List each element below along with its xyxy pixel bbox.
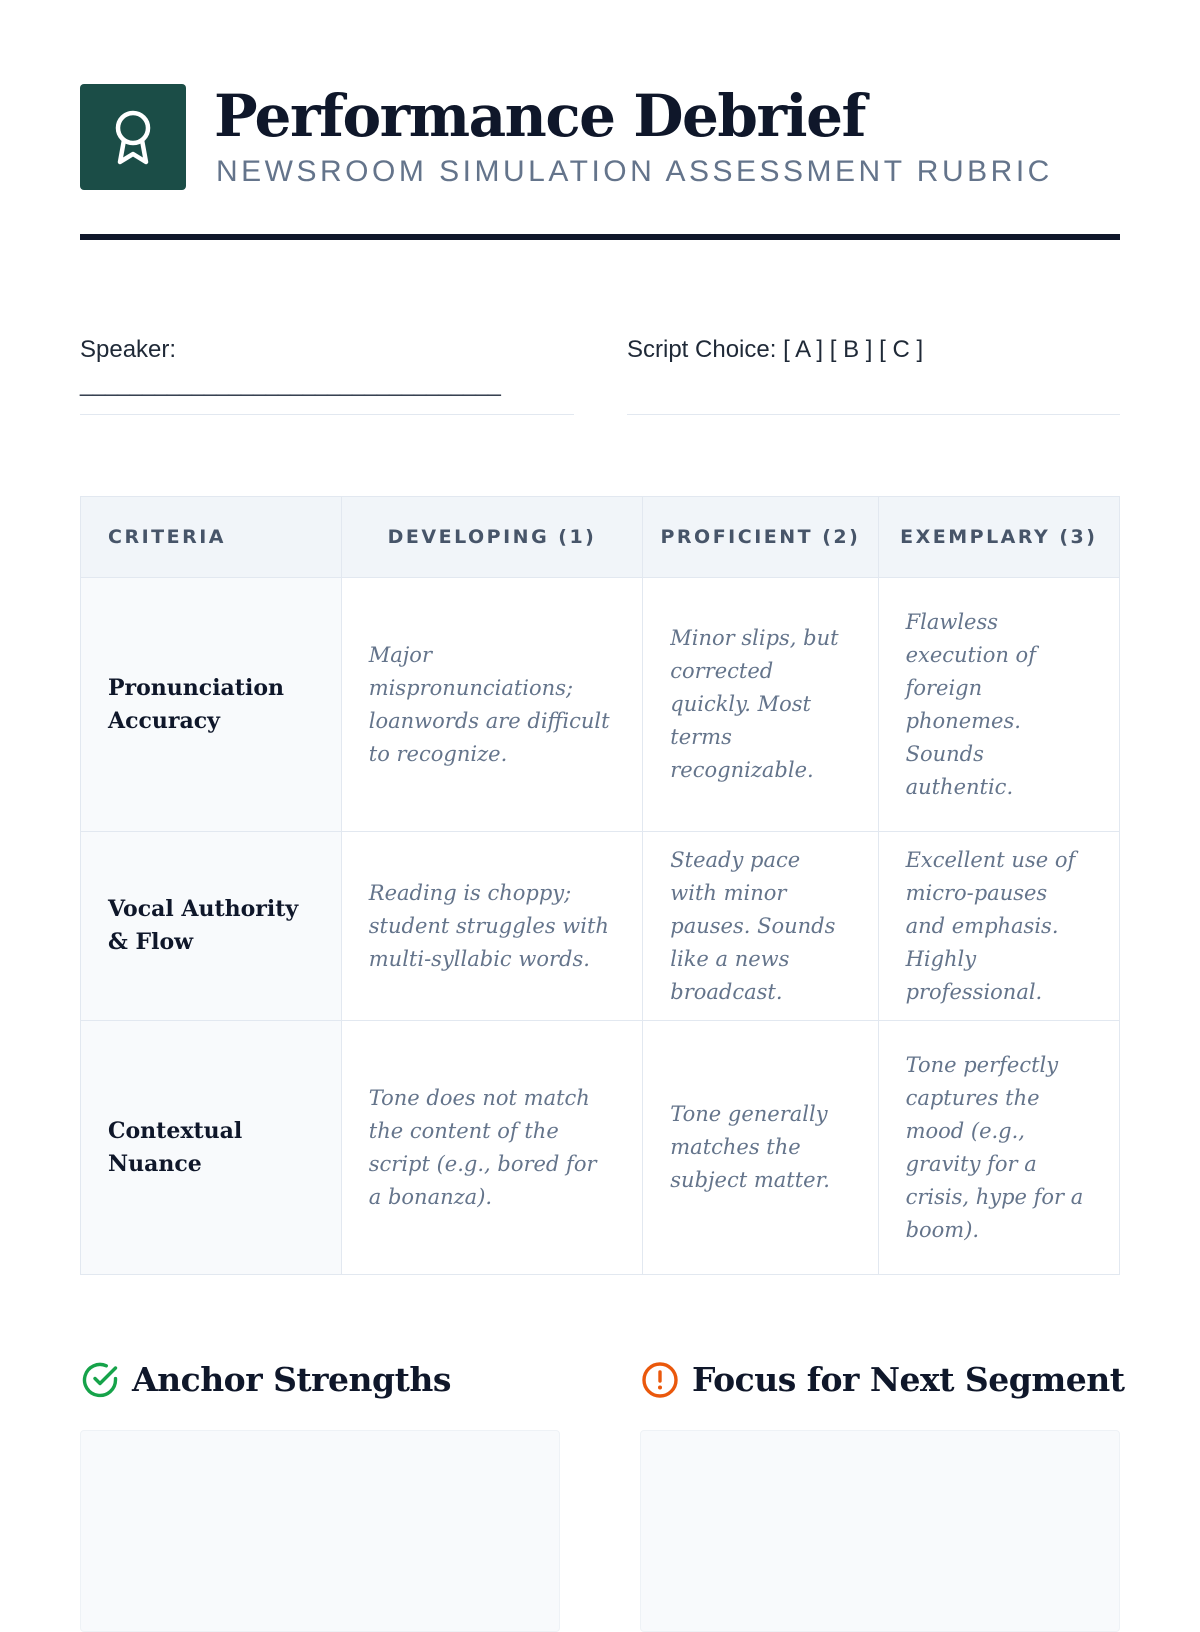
focus-next-segment-heading [640, 1356, 1125, 1404]
anchor-strengths-heading [80, 1356, 560, 1404]
header-exemplary: EXEMPLARY (3) [878, 497, 1119, 578]
script-choice-field[interactable] [627, 330, 1120, 415]
anchor-strengths-section [80, 1356, 560, 1404]
award-ribbon-icon [110, 106, 156, 168]
header-divider [80, 234, 1120, 240]
proficient-cell: Tone generally matches the subject matter. [643, 1021, 878, 1275]
page-header [80, 84, 1120, 190]
rubric-table [80, 496, 1120, 1275]
developing-cell: Tone does not match the content of the script (e.g., bored for a bonanza). [341, 1021, 643, 1275]
proficient-cell: Minor slips, but corrected quickly. Most terms recognizable. [643, 578, 878, 832]
header-proficient: PROFICIENT (2) [643, 497, 878, 578]
speaker-blank-line[interactable]: __________________________________ [80, 370, 500, 397]
focus-next-segment-notes[interactable] [640, 1430, 1120, 1632]
exemplary-cell: Excellent use of micro-pauses and emphasis. Highly professional. [878, 832, 1119, 1021]
logo-badge [80, 84, 186, 190]
page [80, 0, 1125, 1600]
anchor-strengths-notes[interactable] [80, 1430, 560, 1632]
header-criteria: CRITERIA [81, 497, 342, 578]
developing-cell: Major mispronunciations; loanwords are difficult to recognize. [341, 578, 643, 832]
criterion-cell: Contextual Nuance [81, 1021, 342, 1275]
alert-circle-icon [640, 1360, 680, 1400]
exemplary-cell: Tone perfectly captures the mood (e.g., gravity for a crisis, hype for a boom). [878, 1021, 1119, 1275]
proficient-cell: Steady pace with minor pauses. Sounds like a news broadcast. [643, 832, 878, 1021]
rubric-header-row [81, 497, 1120, 578]
table-row [81, 578, 1120, 832]
speaker-field[interactable] [80, 330, 574, 415]
criterion-cell: Vocal Authority & Flow [81, 832, 342, 1021]
table-row [81, 832, 1120, 1021]
developing-cell: Reading is choppy; student struggles with multi-syllabic words. [341, 832, 643, 1021]
page-subtitle: NEWSROOM SIMULATION ASSESSMENT RUBRIC [216, 155, 1053, 188]
check-circle-icon [80, 1360, 120, 1400]
anchor-strengths-title: Anchor Strengths [132, 1360, 451, 1399]
focus-next-segment-title: Focus for Next Segment [692, 1360, 1125, 1399]
speaker-label: Speaker: [80, 336, 177, 363]
page-title: Performance Debrief [214, 82, 865, 150]
focus-next-segment-section [640, 1356, 1125, 1404]
script-choice-label: Script Choice: [627, 336, 777, 363]
script-choice-options[interactable]: [ A ] [ B ] [ C ] [783, 336, 924, 363]
exemplary-cell: Flawless execution of foreign phonemes. Sounds authentic. [878, 578, 1119, 832]
criterion-cell: Pronunciation Accuracy [81, 578, 342, 832]
table-row [81, 1021, 1120, 1275]
header-developing: DEVELOPING (1) [341, 497, 643, 578]
